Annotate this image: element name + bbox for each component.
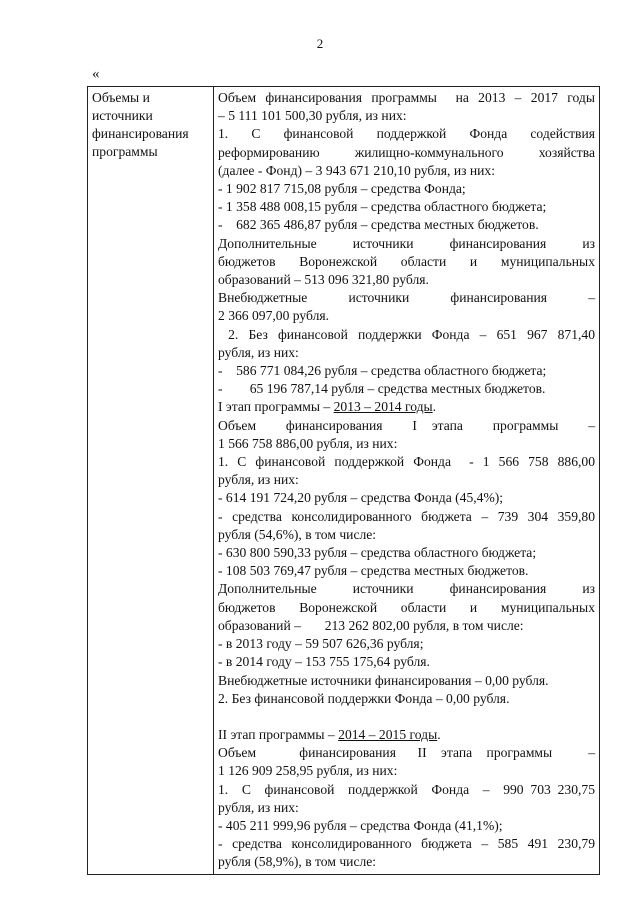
content-line	[218, 289, 595, 307]
content-line	[218, 744, 595, 762]
content-line	[218, 817, 595, 835]
content-text: рубля, из них:	[218, 472, 299, 488]
content-line	[218, 580, 595, 598]
content-line	[218, 471, 595, 489]
content-text: 1 566 758 886,00 рубля, из них:	[218, 435, 398, 451]
content-text: - 630 800 590,33 рубля – средства областного бюджета;	[218, 545, 537, 561]
content-text: Объем финансирования II этапа программы –	[218, 745, 595, 761]
content-text: бюджетов Воронежской области и муниципальных	[218, 253, 595, 269]
content-text: - в 2013 году – 59 507 626,36 рубля;	[218, 636, 424, 652]
content-line	[218, 162, 595, 180]
row-header-line: источники	[92, 108, 153, 123]
content-text: - 1 358 488 008,15 рубля – средства областного бюджета;	[218, 199, 547, 215]
content-text: .	[437, 726, 441, 742]
content-text: I этап программы –	[218, 399, 334, 415]
content-line	[218, 362, 595, 380]
content-line	[218, 562, 595, 580]
content-line	[218, 435, 595, 453]
content-line	[218, 599, 595, 617]
content-text: Внебюджетные источники финансирования – 0,00 рубля.	[218, 672, 549, 688]
content-text: - 65 196 787,14 рубля – средства местных бюджетов.	[218, 381, 546, 397]
content-text: 2. Без финансовой поддержки Фонда – 0,00 рубля.	[218, 690, 510, 706]
content-text: образований – 513 096 321,80 рубля.	[218, 272, 429, 288]
content-line	[218, 307, 595, 325]
content-line	[218, 544, 595, 562]
content-line	[218, 216, 595, 234]
content-line	[218, 726, 595, 744]
content-line	[218, 107, 595, 125]
content-line	[218, 617, 595, 635]
opening-quote-mark: «	[92, 66, 100, 82]
content-line	[218, 398, 595, 416]
content-line	[218, 89, 595, 107]
content-line	[218, 271, 595, 289]
content-text: 1. С финансовой поддержкой Фонда содействия	[218, 126, 595, 142]
content-line	[218, 125, 595, 143]
page-number: 2	[316, 36, 324, 51]
content-line	[218, 344, 595, 362]
content-line	[218, 526, 595, 544]
content-line	[218, 235, 595, 253]
content-text: – 5 111 101 500,30 рубля, из них:	[218, 108, 407, 124]
content-text: Дополнительные источники финансирования из	[218, 235, 595, 251]
content-text: - 1 902 817 715,08 рубля – средства Фонда;	[218, 181, 466, 197]
content-text: 1. С финансовой поддержкой Фонда – 990 703 230,75	[218, 781, 595, 797]
content-text: - 682 365 486,87 рубля – средства местных бюджетов.	[218, 217, 539, 233]
blank-line	[218, 708, 595, 726]
content-line	[218, 326, 595, 344]
content-text: Дополнительные источники финансирования из	[218, 581, 595, 597]
table-row	[88, 87, 600, 875]
content-line	[218, 762, 595, 780]
content-line	[218, 417, 595, 435]
content-text: 1. С финансовой поддержкой Фонда - 1 566 758 886,00	[218, 454, 595, 470]
content-text: реформированию жилищно-коммунального хозяйства	[218, 144, 595, 160]
content-line	[218, 253, 595, 271]
row-header-line: финансирования	[92, 126, 189, 141]
content-line	[218, 799, 595, 817]
underlined-period: 2014 – 2015 годы	[338, 726, 438, 742]
content-text: - 405 211 999,96 рубля – средства Фонда (41,1%);	[218, 817, 503, 833]
content-line	[218, 508, 595, 526]
content-text: - 614 191 724,20 рубля – средства Фонда (45,4%);	[218, 490, 504, 506]
content-line	[218, 672, 595, 690]
content-text: рубля (58,9%), в том числе:	[218, 854, 377, 870]
content-text: - 586 771 084,26 рубля – средства областного бюджета;	[218, 363, 547, 379]
content-text: .	[432, 399, 437, 415]
underlined-period: 2013 – 2014 годы	[333, 399, 433, 415]
content-line	[218, 489, 595, 507]
content-line	[218, 180, 595, 198]
row-header-cell	[88, 87, 214, 875]
content-text: (далее - Фонд) – 3 943 671 210,10 рубля, из них:	[218, 162, 495, 178]
content-text: бюджетов Воронежской области и муниципальных	[218, 599, 595, 615]
content-line	[218, 453, 595, 471]
content-text: рубля (54,6%), в том числе:	[218, 526, 377, 542]
content-line	[218, 653, 595, 671]
content-text: образований – 213 262 802,00 рубля, в том числе:	[218, 617, 524, 633]
content-text: рубля, из них:	[218, 799, 299, 815]
content-text: - средства консолидированного бюджета – 739 304 359,80	[218, 508, 595, 524]
content-line	[218, 635, 595, 653]
content-line	[218, 835, 595, 853]
content-text: - в 2014 году – 153 755 175,64 рубля.	[218, 654, 430, 670]
content-text: Объем финансирования программы на 2013 – 2017 годы	[218, 90, 595, 105]
content-text: 1 126 909 258,95 рубля, из них:	[218, 763, 398, 779]
content-text: Внебюджетные источники финансирования –	[218, 290, 595, 306]
content-line	[218, 781, 595, 799]
content-line	[218, 198, 595, 216]
content-text: 2 366 097,00 рубля.	[218, 308, 330, 324]
content-line	[218, 144, 595, 162]
content-text: II этап программы –	[218, 726, 339, 742]
content-text: - средства консолидированного бюджета – 585 491 230,79	[218, 836, 595, 852]
content-text: рубля, из них:	[218, 344, 299, 360]
row-header-line: Объемы и	[92, 90, 150, 105]
content-text: - 108 503 769,47 рубля – средства местных бюджетов.	[218, 563, 529, 579]
financing-content-cell	[214, 87, 600, 875]
content-text: Объем финансирования I этапа программы –	[218, 417, 595, 433]
content-line	[218, 690, 595, 708]
row-header-line: программы	[92, 144, 158, 159]
financing-table	[87, 86, 600, 875]
content-line	[218, 380, 595, 398]
content-line	[218, 853, 595, 871]
content-text: 2. Без финансовой поддержки Фонда – 651 967 871,40	[218, 326, 595, 342]
